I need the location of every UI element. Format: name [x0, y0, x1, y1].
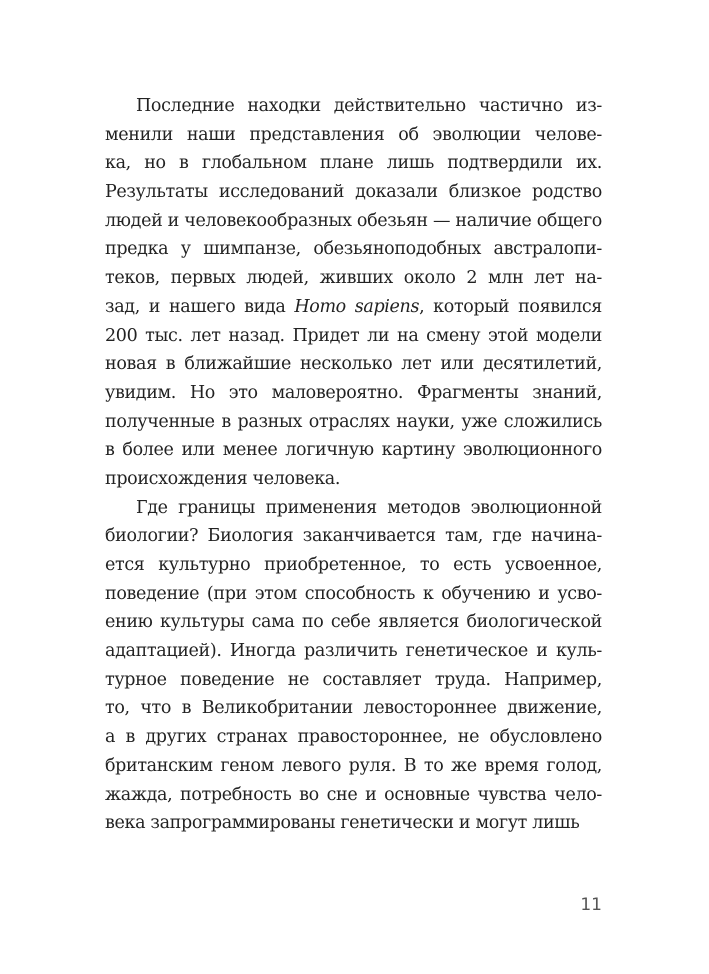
text-line — [105, 637, 602, 666]
text-line — [105, 752, 602, 781]
text-segment: Результаты исследований доказали близкое родство — [105, 182, 602, 203]
text-line — [105, 264, 602, 293]
text-line — [105, 350, 602, 379]
text-segment: новая в ближайшие несколько лет или десятилетий, — [105, 354, 602, 375]
text-segment: жажда, потребность во сне и основные чувства чело- — [105, 784, 602, 805]
text-segment: , который появился — [419, 296, 602, 317]
text-line — [105, 408, 602, 437]
text-segment: века запрограммированы генетически и могут лишь — [105, 813, 580, 834]
text-segment: 200 тыс. лет назад. Придет ли на смену этой модели — [105, 325, 602, 346]
text-line — [105, 92, 602, 121]
text-line — [105, 781, 602, 810]
text-line — [105, 551, 602, 580]
page-number: 11 — [580, 895, 602, 915]
text-segment: ется культурно приобретенное, то есть усвоенное, — [105, 555, 602, 575]
text-line — [105, 666, 602, 695]
text-segment: адаптацией). Иногда различить генетическое и куль- — [105, 641, 602, 662]
text-segment: теков, первых людей, живших около 2 млн лет на- — [105, 268, 602, 289]
text-line — [105, 178, 602, 207]
text-segment: британским геном левого руля. В то же время голод, — [105, 755, 602, 776]
text-segment: в более или менее логичную картину эволюционного — [105, 440, 602, 461]
text-segment: ению культуры сама по себе является биологической — [105, 612, 602, 633]
text-segment: происхождения человека. — [105, 468, 341, 489]
text-segment: Где границы применения методов эволюционной — [136, 497, 602, 518]
text-line — [105, 235, 602, 264]
text-line — [105, 809, 602, 838]
text-segment: полученные в разных отраслях науки, уже сложились — [105, 411, 602, 432]
text-line — [105, 379, 602, 408]
text-line — [105, 580, 602, 609]
text-segment: Последние находки действительно частично из- — [136, 96, 602, 116]
text-line — [105, 293, 602, 322]
text-line — [105, 465, 602, 494]
paragraph — [105, 92, 602, 494]
text-segment: турное поведение не составляет труда. Например, — [105, 669, 602, 690]
text-segment: людей и человекообразных обезьян — наличие общего — [105, 210, 602, 231]
text-line — [105, 522, 602, 551]
text-segment: ка, но в глобальном плане лишь подтвердили их. — [105, 153, 602, 174]
text-line — [105, 121, 602, 150]
text-segment: зад, и нашего вида — [105, 296, 295, 317]
text-line — [105, 608, 602, 637]
text-line — [105, 207, 602, 236]
text-line — [105, 694, 602, 723]
text-segment: поведение (при этом способность к обучению и усво- — [105, 583, 602, 604]
body-text — [105, 92, 602, 838]
text-segment: биологии? Биология заканчивается там, где начина- — [105, 526, 602, 547]
text-line — [105, 322, 602, 351]
paragraph — [105, 494, 602, 838]
italic-term: Homo sapiens — [294, 296, 420, 317]
text-segment: увидим. Но это маловероятно. Фрагменты знаний, — [105, 382, 602, 403]
text-segment: менили наши представления об эволюции челове- — [105, 124, 602, 145]
text-line — [105, 149, 602, 178]
text-line — [105, 494, 602, 523]
text-line — [105, 436, 602, 465]
text-segment: то, что в Великобритании левостороннее движение, — [105, 698, 602, 719]
text-segment: предка у шимпанзе, обезьяноподобных австралопи- — [105, 239, 602, 260]
text-segment: а в других странах правостороннее, не обусловлено — [105, 727, 602, 748]
text-line — [105, 723, 602, 752]
